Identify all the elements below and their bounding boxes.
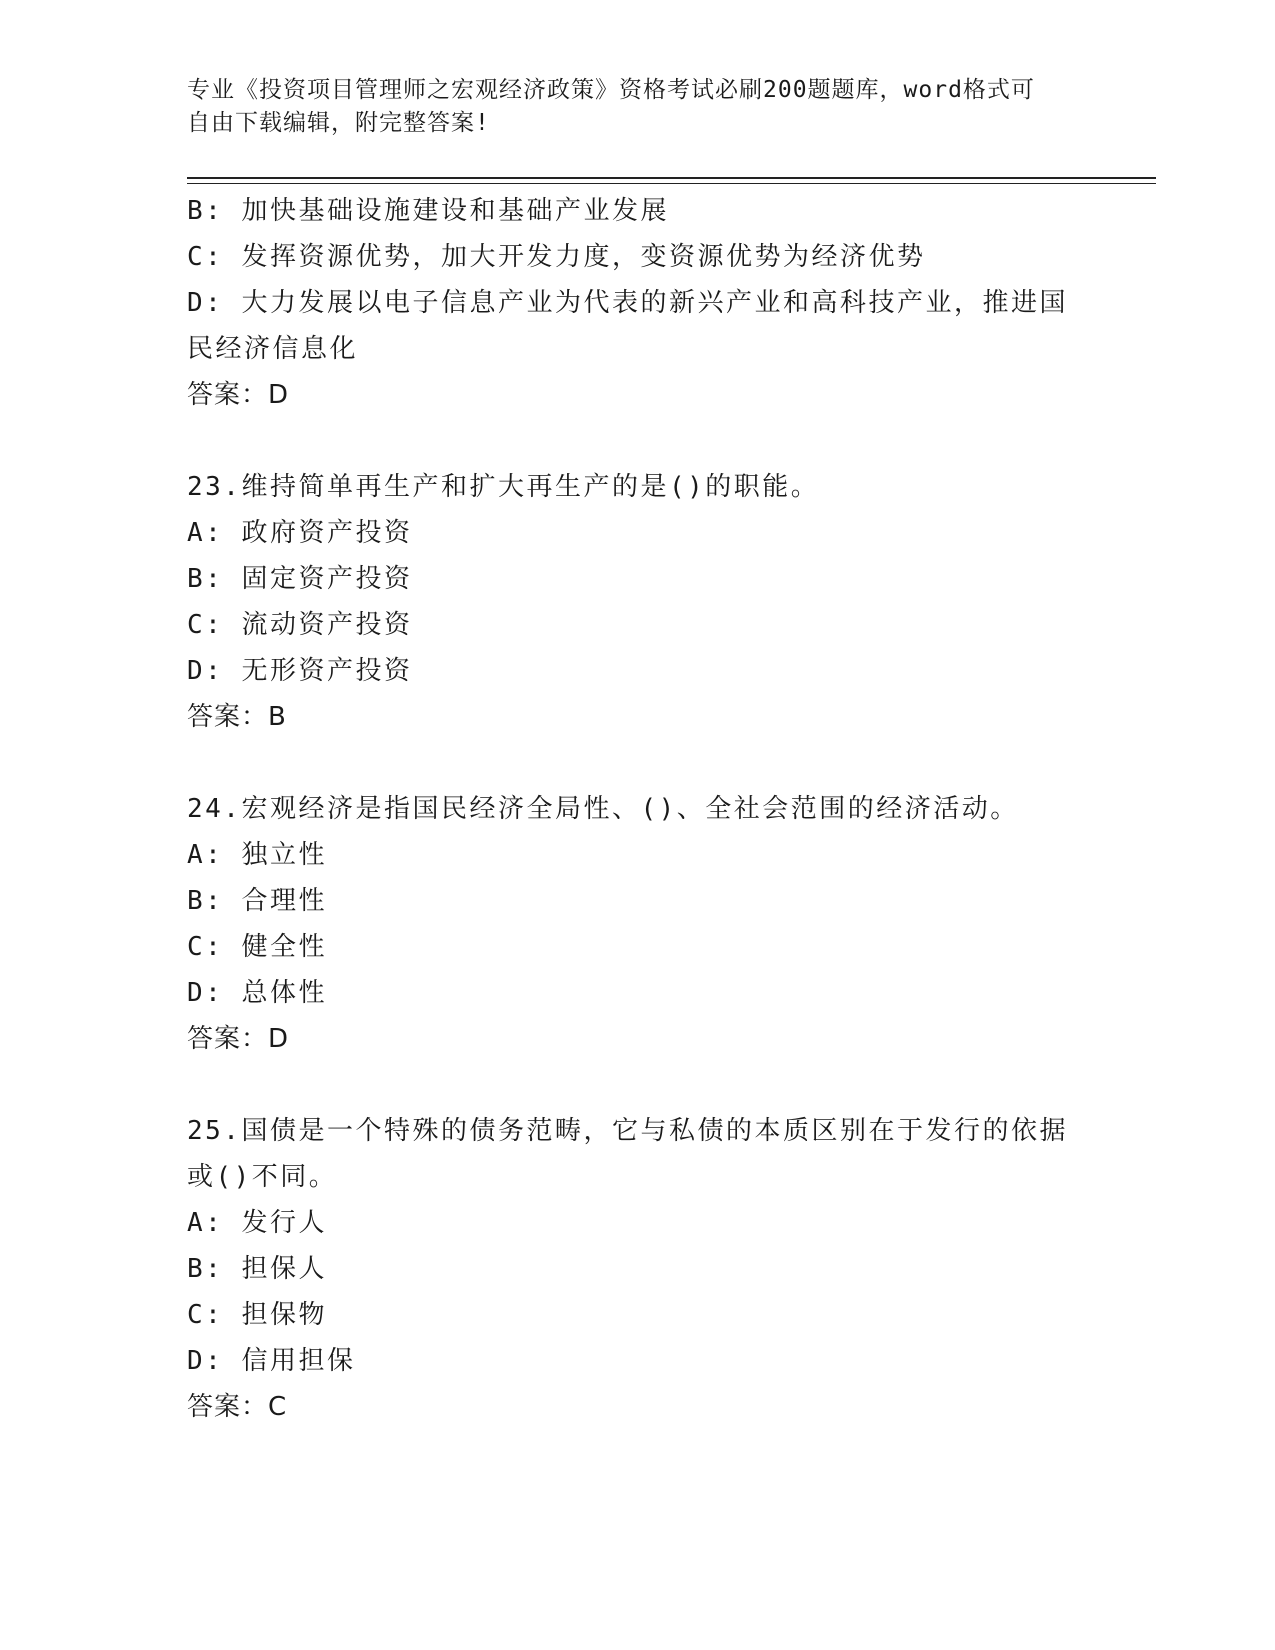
option-d: D: 信用担保: [187, 1346, 356, 1376]
header-divider-thin: [187, 183, 1156, 184]
option-a: A: 发行人: [187, 1208, 327, 1238]
option-c: C: 健全性: [187, 932, 327, 962]
header-title-line-1: 专业《投资项目管理师之宏观经济政策》资格考试必刷200题题库，word格式可: [187, 77, 1035, 103]
question-stem-continued: 或()不同。: [187, 1162, 338, 1192]
option-c: C: 发挥资源优势，加大开发力度，变资源优势为经济优势: [187, 242, 926, 272]
spacer: [187, 418, 1087, 464]
question-list: [187, 188, 1087, 1430]
option-d: D: 大力发展以电子信息产业为代表的新兴产业和高科技产业，推进国: [187, 288, 1068, 318]
spacer: [187, 740, 1087, 786]
question-stem: 23.维持简单再生产和扩大再生产的是()的职能。: [187, 472, 820, 502]
header-divider-thick: [187, 177, 1156, 179]
answer-line: 答案：C: [187, 1392, 288, 1422]
question-22: [187, 188, 1087, 418]
question-25: [187, 1108, 1087, 1430]
option-c: C: 流动资产投资: [187, 610, 413, 640]
option-c: C: 担保物: [187, 1300, 327, 1330]
option-b: B: 固定资产投资: [187, 564, 413, 594]
option-d: D: 无形资产投资: [187, 656, 413, 686]
answer-line: 答案：D: [187, 1024, 290, 1054]
question-23: [187, 464, 1087, 740]
option-d-continued: 民经济信息化: [187, 334, 359, 364]
spacer: [187, 1062, 1087, 1108]
question-stem: 25.国债是一个特殊的债务范畴，它与私债的本质区别在于发行的依据: [187, 1116, 1068, 1146]
answer-line: 答案：D: [187, 380, 290, 410]
option-a: A: 政府资产投资: [187, 518, 413, 548]
question-24: [187, 786, 1087, 1062]
header-title-line-2: 自由下载编辑，附完整答案!: [187, 110, 490, 136]
option-d: D: 总体性: [187, 978, 327, 1008]
option-b: B: 合理性: [187, 886, 327, 916]
question-stem: 24.宏观经济是指国民经济全局性、()、全社会范围的经济活动。: [187, 794, 1019, 824]
answer-line: 答案：B: [187, 702, 287, 732]
option-b: B: 担保人: [187, 1254, 327, 1284]
option-b: B: 加快基础设施建设和基础产业发展: [187, 196, 669, 226]
document-header: [187, 74, 1067, 140]
option-a: A: 独立性: [187, 840, 327, 870]
